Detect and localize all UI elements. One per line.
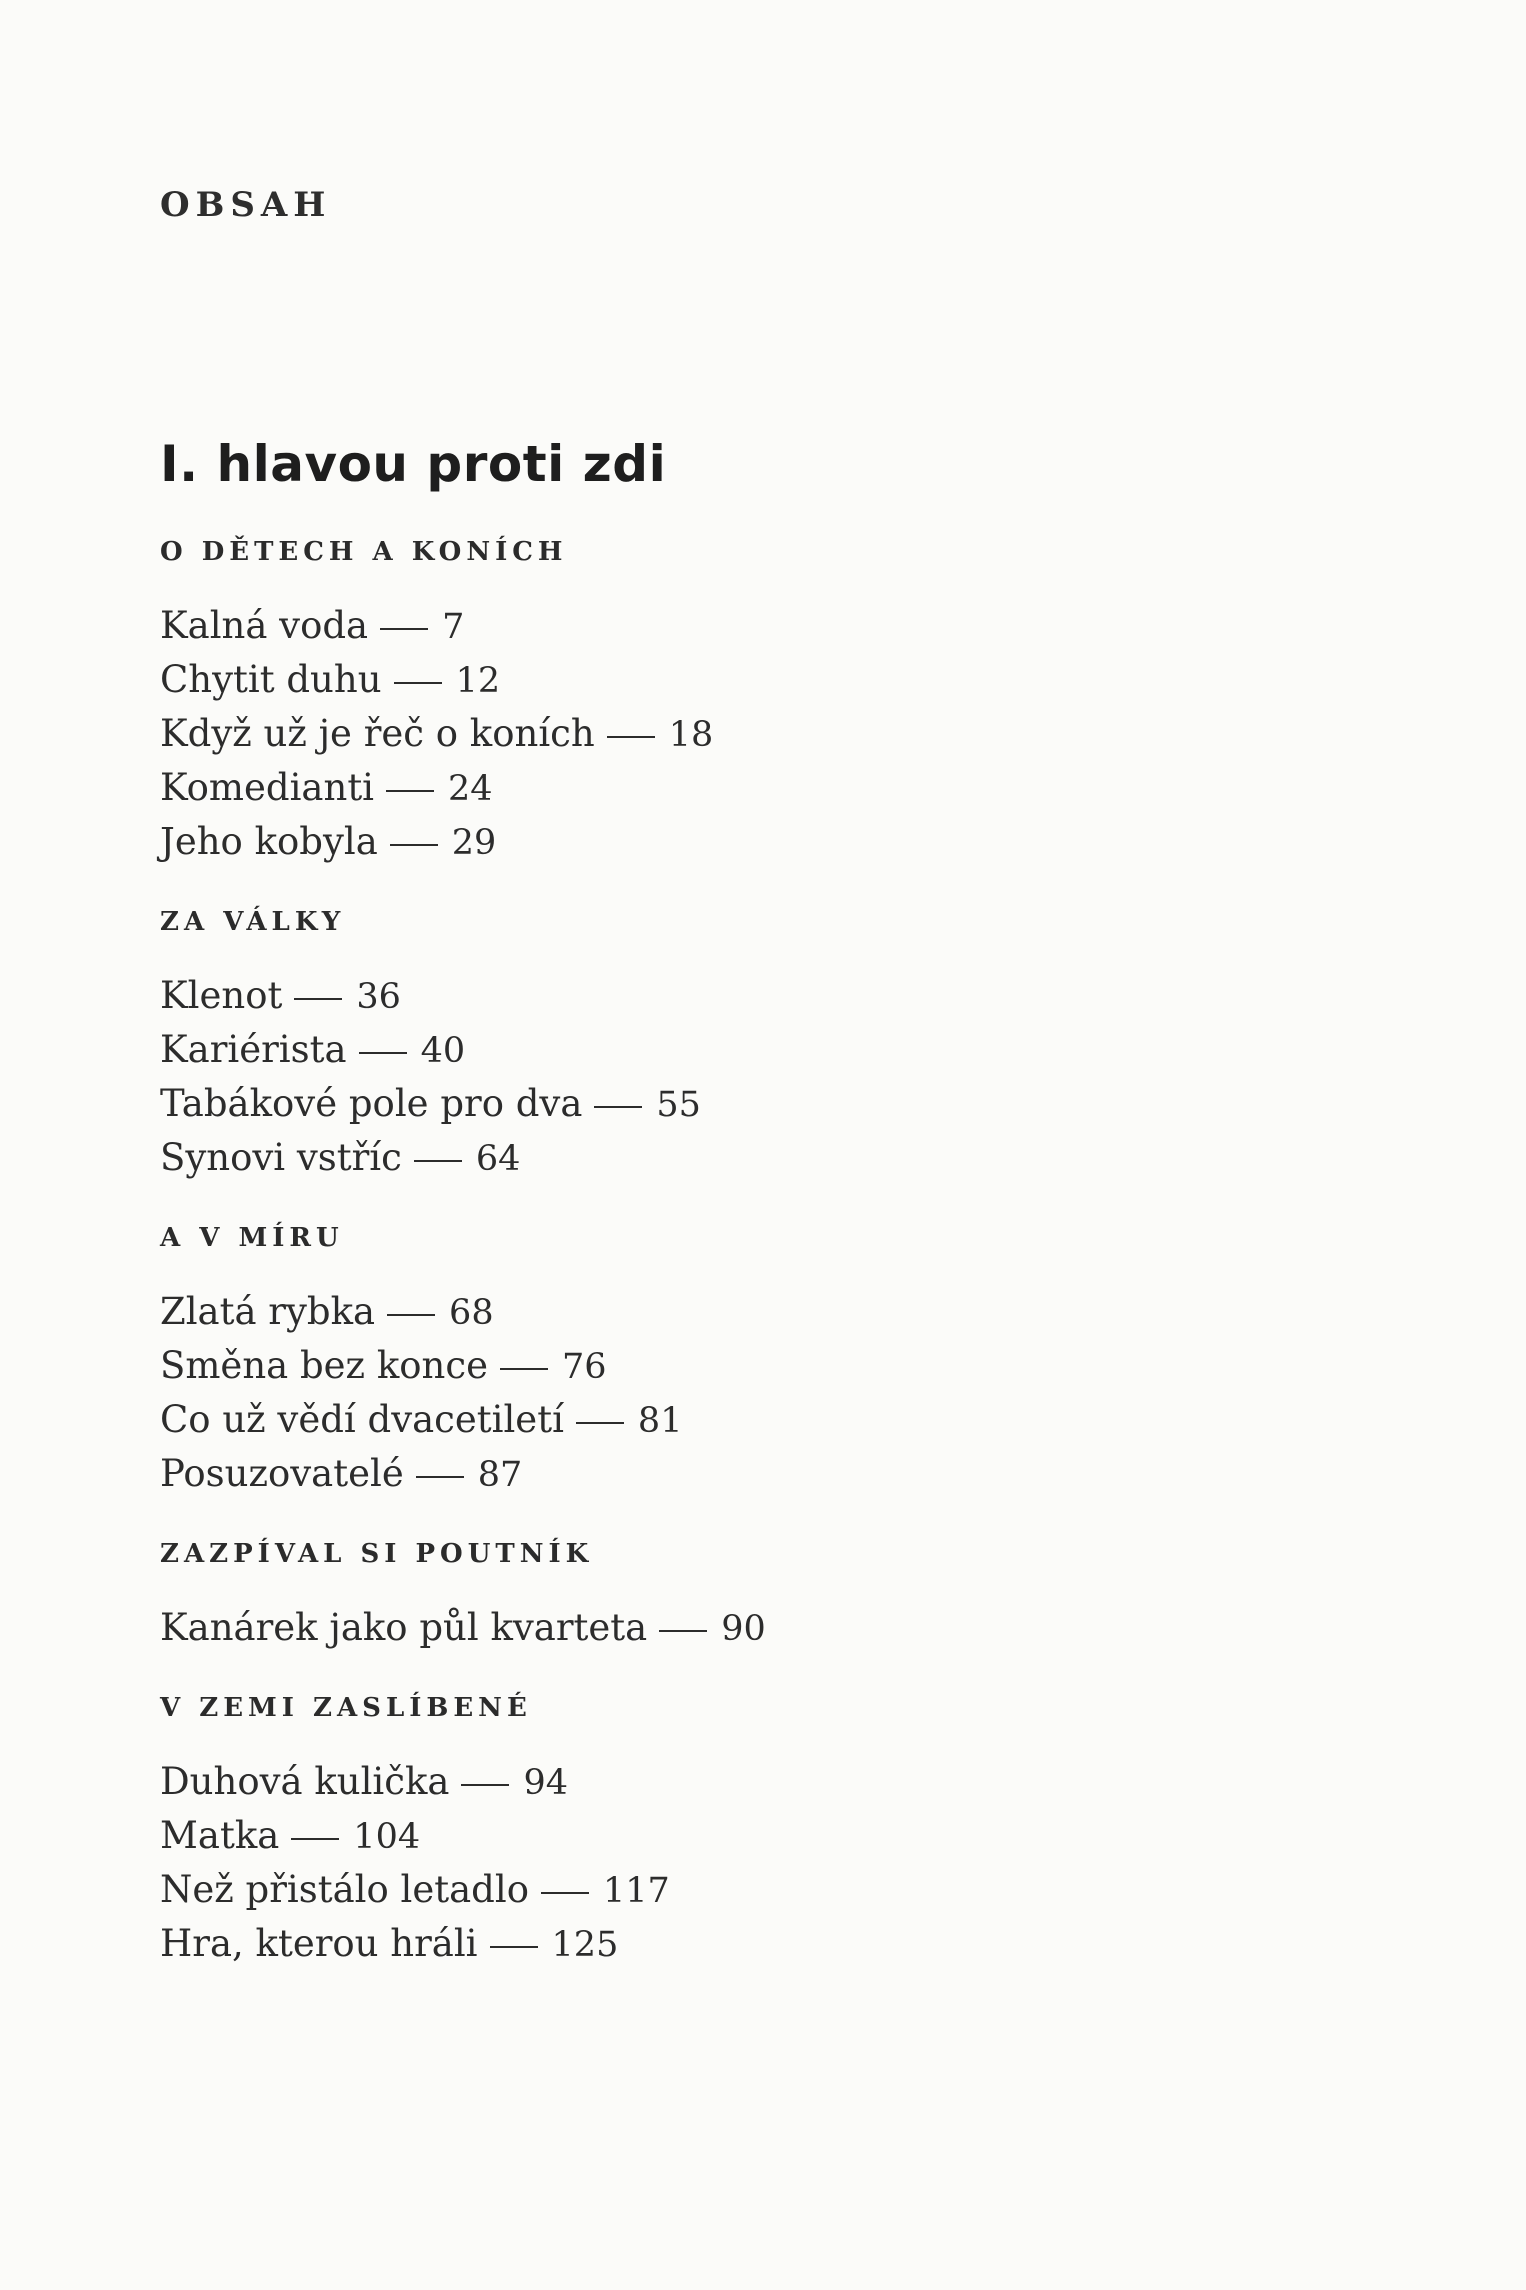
toc-entry	[160, 707, 1526, 761]
page-number: 18	[668, 715, 714, 755]
entry-title: Jeho kobyla	[160, 820, 378, 863]
entry-title: Chytit duhu	[160, 658, 382, 701]
toc-entry	[160, 1023, 1526, 1077]
page-number: 55	[656, 1085, 701, 1125]
leader-dash	[291, 1838, 339, 1840]
toc-entry	[160, 1809, 1526, 1863]
leader-dash	[414, 1160, 462, 1162]
toc-entry	[160, 1393, 1526, 1447]
entry-title: Posuzovatelé	[160, 1452, 404, 1495]
page-number: 90	[721, 1609, 766, 1649]
entry-list	[160, 1285, 1526, 1501]
leader-dash	[386, 790, 434, 792]
entry-list	[160, 599, 1526, 869]
page-number: 94	[523, 1763, 568, 1803]
toc-entry	[160, 1755, 1526, 1809]
leader-dash	[380, 628, 428, 630]
toc-sections	[160, 493, 1526, 1971]
entry-title: Kalná voda	[160, 604, 369, 647]
leader-dash	[359, 1052, 407, 1054]
leader-dash	[390, 844, 438, 846]
leader-dash	[394, 682, 442, 684]
leader-dash	[594, 1106, 642, 1108]
page-number: 29	[451, 823, 497, 863]
page-number: 87	[477, 1455, 523, 1495]
section-title: ZAZPÍVAL SI POUTNÍK	[160, 1539, 594, 1569]
page-number: 12	[455, 661, 501, 701]
toc-section	[160, 493, 1526, 869]
leader-dash	[576, 1422, 624, 1424]
toc-entry	[160, 1285, 1526, 1339]
entry-title: Hra, kterou hráli	[160, 1922, 478, 1965]
entry-title: Tabákové pole pro dva	[160, 1082, 583, 1125]
part-title: I. hlavou proti zdi	[160, 435, 667, 493]
leader-dash	[416, 1476, 464, 1478]
entry-title: Zlatá rybka	[160, 1290, 376, 1333]
leader-dash	[541, 1892, 589, 1894]
leader-dash	[387, 1314, 435, 1316]
section-title: A V MÍRU	[160, 1223, 344, 1253]
toc-entry	[160, 599, 1526, 653]
toc-entry	[160, 761, 1526, 815]
toc-entry	[160, 653, 1526, 707]
entry-title: Matka	[160, 1814, 280, 1857]
toc-entry	[160, 815, 1526, 869]
leader-dash	[659, 1630, 707, 1632]
entry-title: Co už vědí dvacetiletí	[160, 1398, 564, 1441]
leader-dash	[490, 1946, 538, 1948]
leader-dash	[294, 998, 342, 1000]
toc-section	[160, 1501, 1526, 1655]
entry-list	[160, 1601, 1526, 1655]
toc-entry	[160, 969, 1526, 1023]
page-number: 104	[353, 1817, 421, 1857]
page-number: 64	[475, 1139, 521, 1179]
toc-entry	[160, 1339, 1526, 1393]
page-number: 125	[551, 1925, 619, 1965]
toc-section	[160, 869, 1526, 1185]
toc-entry	[160, 1447, 1526, 1501]
entry-title: Klenot	[160, 974, 283, 1017]
leader-dash	[500, 1368, 548, 1370]
section-title: ZA VÁLKY	[160, 907, 346, 937]
entry-title: Duhová kulička	[160, 1760, 450, 1803]
entry-title: Kariérista	[160, 1028, 347, 1071]
toc-entry	[160, 1917, 1526, 1971]
toc-entry	[160, 1863, 1526, 1917]
entry-title: Než přistálo letadlo	[160, 1868, 529, 1911]
page-number: 7	[442, 607, 465, 647]
page-number: 117	[602, 1871, 670, 1911]
entry-title: Synovi vstříc	[160, 1136, 402, 1179]
toc-entry	[160, 1601, 1526, 1655]
entry-title: Kanárek jako půl kvarteta	[160, 1606, 648, 1649]
page-number: 68	[449, 1293, 494, 1333]
toc-heading: OBSAH	[160, 185, 332, 225]
entry-title: Když už je řeč o koních	[160, 712, 595, 755]
page-number: 24	[448, 769, 493, 809]
entry-title: Komedianti	[160, 766, 375, 809]
section-title: O DĚTECH A KONÍCH	[160, 537, 568, 567]
page-number: 40	[420, 1031, 466, 1071]
toc-entry	[160, 1077, 1526, 1131]
section-title: V ZEMI ZASLÍBENÉ	[160, 1693, 532, 1723]
page-number: 76	[561, 1347, 607, 1387]
page-number: 81	[637, 1401, 683, 1441]
toc-section	[160, 1185, 1526, 1501]
toc-entry	[160, 1131, 1526, 1185]
entry-list	[160, 969, 1526, 1185]
leader-dash	[461, 1784, 509, 1786]
toc-section	[160, 1655, 1526, 1971]
page-number: 36	[356, 977, 401, 1017]
entry-list	[160, 1755, 1526, 1971]
leader-dash	[607, 736, 655, 738]
entry-title: Směna bez konce	[160, 1344, 488, 1387]
